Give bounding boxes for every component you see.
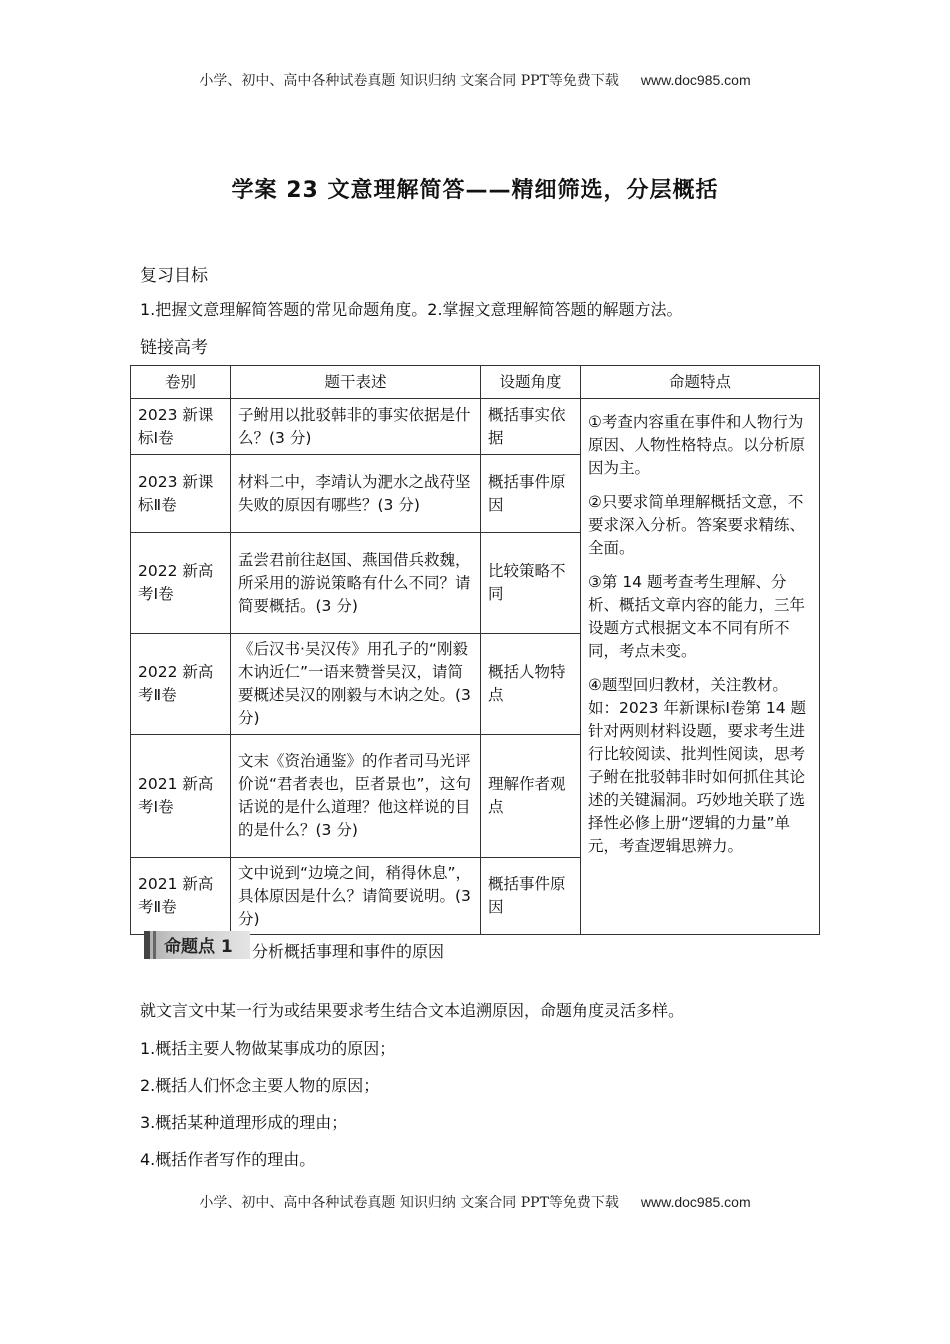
cell-paper: 2022 新高考Ⅰ卷 bbox=[131, 533, 231, 634]
table-row bbox=[131, 399, 820, 455]
header-site-link[interactable]: www.doc985.com bbox=[640, 72, 751, 88]
cell-paper: 2023 新课标Ⅰ卷 bbox=[131, 399, 231, 455]
link-heading: 链接高考 bbox=[140, 338, 208, 358]
col-header-stem: 题干表述 bbox=[231, 366, 481, 399]
cell-angle: 概括人物特点 bbox=[481, 634, 581, 735]
cell-paper: 2022 新高考Ⅱ卷 bbox=[131, 634, 231, 735]
exam-table bbox=[130, 365, 820, 935]
point-title: 分析概括事理和事件的原因 bbox=[252, 942, 445, 961]
cell-stem: 文末《资治通鉴》的作者司马光评价说“君者表也，臣者景也”，这句话说的是什么道理？他这样说的目的是什么？(3 分) bbox=[231, 735, 481, 858]
cell-stem: 《后汉书·吴汉传》用孔子的“刚毅木讷近仁”一语来赞誉吴汉，请简要概述吴汉的刚毅与木讷之处。(3 分) bbox=[231, 634, 481, 735]
cell-angle: 概括事件原因 bbox=[481, 858, 581, 935]
point-item: 4.概括作者写作的理由。 bbox=[140, 1150, 316, 1169]
point-item: 3.概括某种道理形成的理由； bbox=[140, 1113, 348, 1132]
point-item: 1.概括主要人物做某事成功的原因； bbox=[140, 1039, 396, 1058]
cell-paper: 2021 新高考Ⅰ卷 bbox=[131, 735, 231, 858]
cell-angle: 理解作者观点 bbox=[481, 735, 581, 858]
cell-paper: 2021 新高考Ⅱ卷 bbox=[131, 858, 231, 935]
point-badge-label: 命题点 1 bbox=[164, 937, 233, 957]
cell-stem: 孟尝君前往赵国、燕国借兵救魏，所采用的游说策略有什么不同？请简要概括。(3 分) bbox=[231, 533, 481, 634]
cell-angle: 概括事实依据 bbox=[481, 399, 581, 455]
feature-item: ④题型回归教材，关注教材。如：2023 年新课标Ⅰ卷第 14 题针对两则材料设题，要求考生进行比较阅读、批判性阅读，思考子鲋在批驳韩非时如何抓住其论述的关键漏洞。巧妙地关联了选择性必修上册“逻辑的力量”单元，考查逻辑思辨力。 bbox=[588, 676, 807, 855]
feature-item: ②只要求简单理解概括文意，不要求深入分析。答案要求精练、全面。 bbox=[588, 493, 806, 557]
cell-angle: 比较策略不同 bbox=[481, 533, 581, 634]
cell-features bbox=[581, 399, 820, 935]
point-intro: 就文言文中某一行为或结果要求考生结合文本追溯原因，命题角度灵活多样。 bbox=[140, 1001, 685, 1020]
point-badge-marker bbox=[144, 931, 150, 959]
point-badge-marker bbox=[153, 931, 156, 959]
page-title: 学案 23 文意理解简答——精细筛选，分层概括 bbox=[231, 178, 719, 203]
header-text: 小学、初中、高中各种试卷真题 知识归纳 文案合同 PPT等免费下载 bbox=[199, 73, 619, 89]
review-heading: 复习目标 bbox=[140, 266, 208, 286]
feature-item: ③第 14 题考查考生理解、分析、概括文章内容的能力，三年设题方式根据文本不同有所不同，考点未变。 bbox=[588, 573, 806, 660]
col-header-feature: 命题特点 bbox=[581, 366, 820, 399]
cell-angle: 概括事件原因 bbox=[481, 455, 581, 533]
review-goals: 1.把握文意理解简答题的常见命题角度。2.掌握文意理解简答题的解题方法。 bbox=[140, 300, 683, 319]
page-footer bbox=[0, 1192, 950, 1212]
table-header-row bbox=[131, 366, 820, 399]
feature-item: ①考查内容重在事件和人物行为原因、人物性格特点。以分析原因为主。 bbox=[588, 413, 806, 477]
footer-site-link[interactable]: www.doc985.com bbox=[640, 1194, 751, 1210]
col-header-angle: 设题角度 bbox=[481, 366, 581, 399]
col-header-paper: 卷别 bbox=[131, 366, 231, 399]
cell-stem: 文中说到“边境之间，稍得休息”，具体原因是什么？请简要说明。(3 分) bbox=[231, 858, 481, 935]
cell-paper: 2023 新课标Ⅱ卷 bbox=[131, 455, 231, 533]
footer-text: 小学、初中、高中各种试卷真题 知识归纳 文案合同 PPT等免费下载 bbox=[199, 1195, 619, 1211]
cell-stem: 材料二中，李靖认为淝水之战苻坚失败的原因有哪些？(3 分) bbox=[231, 455, 481, 533]
point-item: 2.概括人们怀念主要人物的原因； bbox=[140, 1076, 380, 1095]
cell-stem: 子鲋用以批驳韩非的事实依据是什么？(3 分) bbox=[231, 399, 481, 455]
page-header bbox=[0, 70, 950, 90]
